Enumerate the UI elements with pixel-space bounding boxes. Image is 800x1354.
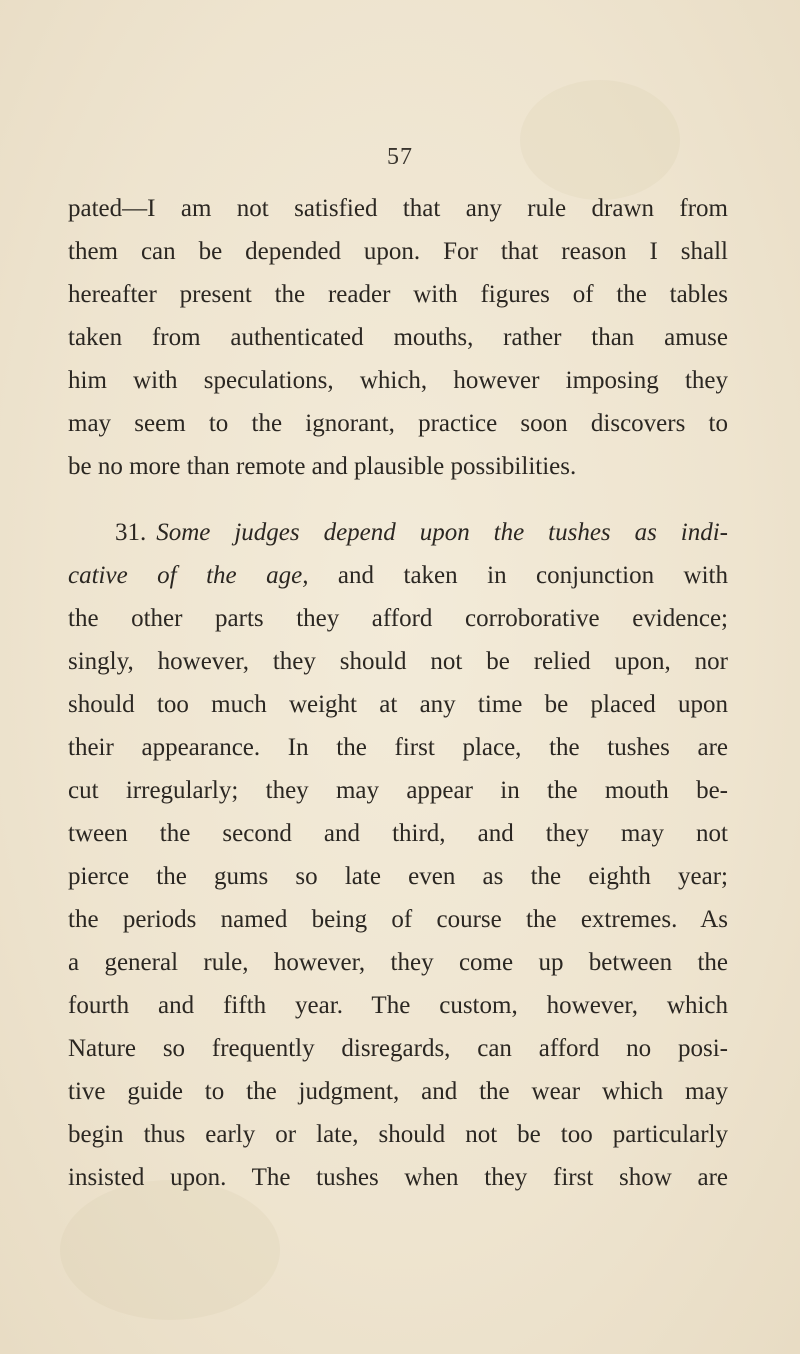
text-line: him with speculations, which, however imposing they [68, 367, 728, 394]
italic-lead: Some judges depend upon the tushes as indi- [156, 519, 728, 546]
text-line: cut irregularly; they may appear in the mouth be- [68, 777, 728, 804]
text-line: their appearance. In the first place, the tushes are [68, 734, 728, 761]
text-line: pierce the gums so late even as the eighth year; [68, 863, 728, 890]
section-heading-line [115, 516, 728, 550]
text-line: singly, however, they should not be relied upon, nor [68, 648, 728, 675]
text-line: taken from authenticated mouths, rather than amuse [68, 324, 728, 351]
text-line: fourth and fifth year. The custom, however, which [68, 992, 728, 1019]
text-line: be no more than remote and plausible possibilities. [68, 453, 577, 480]
text-line: the periods named being of course the extremes. As [68, 906, 728, 933]
text-line: may seem to the ignorant, practice soon discovers to [68, 410, 728, 437]
text-line: tive guide to the judgment, and the wear which may [68, 1078, 728, 1105]
section-number: 31. [115, 519, 147, 546]
text-line: should too much weight at any time be placed upon [68, 691, 728, 718]
text-run: and taken in conjunction with [308, 562, 729, 589]
paper-stain [520, 80, 680, 200]
text-line: Nature so frequently disregards, can afford no posi- [68, 1035, 728, 1062]
text-line: begin thus early or late, should not be too particularly [68, 1121, 728, 1148]
page-number: 57 [387, 144, 413, 170]
paper-stain [60, 1180, 280, 1320]
text-line: them can be depended upon. For that reason I shall [68, 238, 728, 265]
text-line: the other parts they afford corroborative evidence; [68, 605, 728, 632]
text-line: hereafter present the reader with figures of the tables [68, 281, 728, 308]
text-line: insisted upon. The tushes when they first show are [68, 1164, 728, 1191]
text-line: tween the second and third, and they may not [68, 820, 728, 847]
italic-lead: cative of the age, [68, 562, 309, 589]
text-line: pated—I am not satisfied that any rule drawn from [68, 195, 728, 222]
text-line [68, 559, 728, 593]
text-line: a general rule, however, they come up between the [68, 949, 728, 976]
